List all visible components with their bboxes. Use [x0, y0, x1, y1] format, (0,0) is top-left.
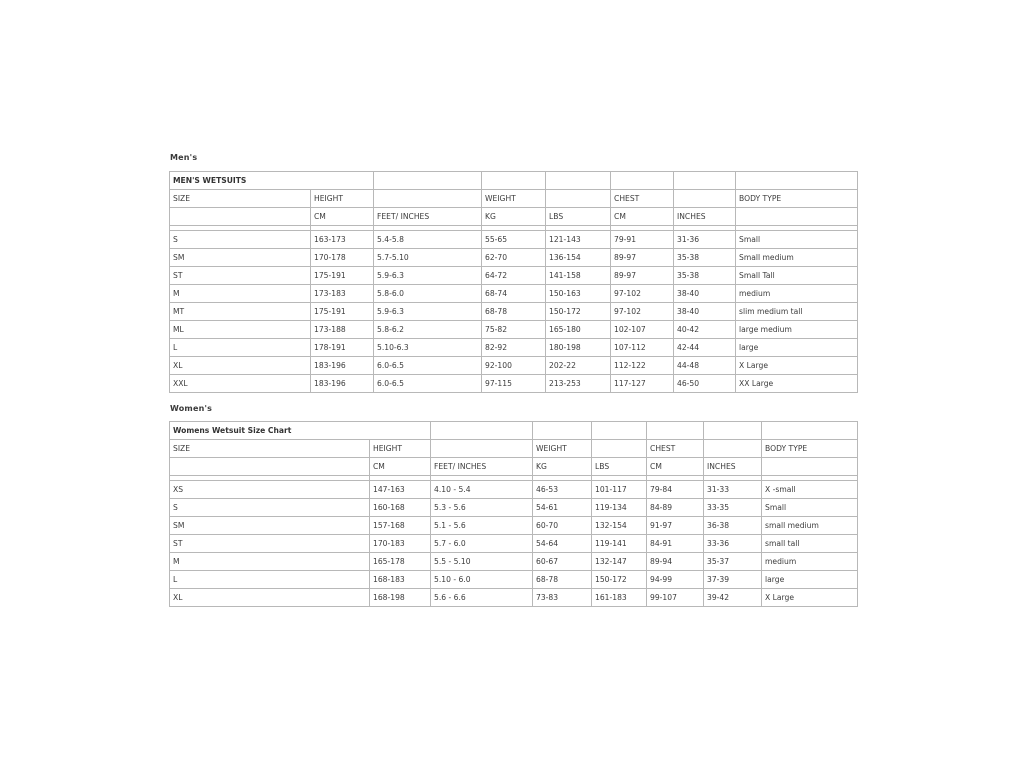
- table-cell: XS: [170, 481, 370, 499]
- table-row: [170, 375, 858, 393]
- table-cell: medium: [736, 285, 858, 303]
- table-cell: 5.10-6.3: [374, 339, 482, 357]
- table-cell: 173-183: [311, 285, 374, 303]
- table-cell: ST: [170, 535, 370, 553]
- table-cell: 6.0-6.5: [374, 375, 482, 393]
- empty-cell: [611, 172, 674, 190]
- table-cell: 213-253: [546, 375, 611, 393]
- table-cell: 97-102: [611, 285, 674, 303]
- table-cell: 84-91: [647, 535, 704, 553]
- table-cell: 31-33: [704, 481, 762, 499]
- table-cell: Small medium: [736, 249, 858, 267]
- table-cell: 89-97: [611, 249, 674, 267]
- unit-header: FEET/ INCHES: [431, 458, 533, 476]
- empty-cell: [374, 172, 482, 190]
- column-header: [546, 190, 611, 208]
- table-cell: 5.9-6.3: [374, 303, 482, 321]
- table-row: [170, 231, 858, 249]
- table-unit-row: [170, 458, 858, 476]
- empty-cell: [592, 422, 647, 440]
- table-cell: 170-178: [311, 249, 374, 267]
- table-row: [170, 571, 858, 589]
- table-cell: 147-163: [370, 481, 431, 499]
- column-header: SIZE: [170, 440, 370, 458]
- table-title-row: [170, 422, 858, 440]
- table-cell: 5.1 - 5.6: [431, 517, 533, 535]
- table-cell: 36-38: [704, 517, 762, 535]
- table-cell: 35-38: [674, 249, 736, 267]
- table-cell: 84-89: [647, 499, 704, 517]
- table-cell: 119-141: [592, 535, 647, 553]
- table-row: [170, 267, 858, 285]
- column-header: [431, 440, 533, 458]
- table-row: [170, 285, 858, 303]
- table-cell: 202-22: [546, 357, 611, 375]
- table-cell: large: [736, 339, 858, 357]
- column-header: HEIGHT: [370, 440, 431, 458]
- table-cell: 161-183: [592, 589, 647, 607]
- table-cell: 183-196: [311, 375, 374, 393]
- table-cell: 157-168: [370, 517, 431, 535]
- table-cell: 39-42: [704, 589, 762, 607]
- column-header: [674, 190, 736, 208]
- unit-header: CM: [611, 208, 674, 226]
- table-cell: 99-107: [647, 589, 704, 607]
- table-cell: 121-143: [546, 231, 611, 249]
- table-header-row: [170, 440, 858, 458]
- table-cell: 46-50: [674, 375, 736, 393]
- table-cell: 89-97: [611, 267, 674, 285]
- table-cell: 5.8-6.2: [374, 321, 482, 339]
- table-cell: 44-48: [674, 357, 736, 375]
- table-row: [170, 249, 858, 267]
- table-cell: 68-78: [533, 571, 592, 589]
- table-cell: 165-178: [370, 553, 431, 571]
- table-cell: medium: [762, 553, 858, 571]
- table-cell: 97-102: [611, 303, 674, 321]
- unit-header: FEET/ INCHES: [374, 208, 482, 226]
- table-row: [170, 589, 858, 607]
- unit-header: [736, 208, 858, 226]
- table-cell: MT: [170, 303, 311, 321]
- table-cell: ML: [170, 321, 311, 339]
- table-cell: 141-158: [546, 267, 611, 285]
- table-row: [170, 499, 858, 517]
- table-cell: 42-44: [674, 339, 736, 357]
- empty-cell: [704, 422, 762, 440]
- table-cell: 75-82: [482, 321, 546, 339]
- table-cell: 97-115: [482, 375, 546, 393]
- column-header: SIZE: [170, 190, 311, 208]
- table-cell: 38-40: [674, 303, 736, 321]
- table-cell: 37-39: [704, 571, 762, 589]
- table-row: [170, 339, 858, 357]
- table-row: [170, 357, 858, 375]
- table-cell: SM: [170, 517, 370, 535]
- table-cell: XL: [170, 357, 311, 375]
- unit-header: [762, 458, 858, 476]
- table-cell: 46-53: [533, 481, 592, 499]
- table-cell: 5.10 - 6.0: [431, 571, 533, 589]
- table-header-row: [170, 190, 858, 208]
- unit-header: KG: [533, 458, 592, 476]
- column-header: WEIGHT: [482, 190, 546, 208]
- table-cell: 60-70: [533, 517, 592, 535]
- table-row: [170, 303, 858, 321]
- column-header: CHEST: [647, 440, 704, 458]
- table-cell: 64-72: [482, 267, 546, 285]
- table-cell: 160-168: [370, 499, 431, 517]
- table-cell: S: [170, 499, 370, 517]
- column-header: [592, 440, 647, 458]
- table-cell: 5.8-6.0: [374, 285, 482, 303]
- column-header: CHEST: [611, 190, 674, 208]
- table-cell: 136-154: [546, 249, 611, 267]
- table-cell: XX Large: [736, 375, 858, 393]
- unit-header: INCHES: [704, 458, 762, 476]
- table-cell: 5.9-6.3: [374, 267, 482, 285]
- table-cell: 73-83: [533, 589, 592, 607]
- unit-header: KG: [482, 208, 546, 226]
- table-cell: 5.7-5.10: [374, 249, 482, 267]
- table-cell: 5.5 - 5.10: [431, 553, 533, 571]
- table-cell: 132-154: [592, 517, 647, 535]
- table-cell: 163-173: [311, 231, 374, 249]
- table-cell: 170-183: [370, 535, 431, 553]
- table-cell: 178-191: [311, 339, 374, 357]
- table-cell: 35-37: [704, 553, 762, 571]
- table-cell: large: [762, 571, 858, 589]
- table-cell: 79-91: [611, 231, 674, 249]
- empty-cell: [647, 422, 704, 440]
- table-cell: Small Tall: [736, 267, 858, 285]
- table-cell: 150-172: [592, 571, 647, 589]
- column-header: BODY TYPE: [762, 440, 858, 458]
- table-cell: large medium: [736, 321, 858, 339]
- table-title-row: [170, 172, 858, 190]
- table-cell: 165-180: [546, 321, 611, 339]
- table-row: [170, 535, 858, 553]
- table-cell: 183-196: [311, 357, 374, 375]
- table-cell: 107-112: [611, 339, 674, 357]
- table-cell: 55-65: [482, 231, 546, 249]
- empty-cell: [546, 172, 611, 190]
- table-cell: 54-64: [533, 535, 592, 553]
- table-cell: 38-40: [674, 285, 736, 303]
- table-cell: 102-107: [611, 321, 674, 339]
- table-cell: ST: [170, 267, 311, 285]
- table-cell: S: [170, 231, 311, 249]
- womens-size-table: [169, 421, 858, 607]
- table-cell: 173-188: [311, 321, 374, 339]
- table-cell: 5.6 - 6.6: [431, 589, 533, 607]
- table-cell: 6.0-6.5: [374, 357, 482, 375]
- table-cell: X Large: [762, 589, 858, 607]
- table-cell: slim medium tall: [736, 303, 858, 321]
- table-cell: 112-122: [611, 357, 674, 375]
- table-cell: 40-42: [674, 321, 736, 339]
- table-row: [170, 321, 858, 339]
- unit-header: [170, 208, 311, 226]
- table-cell: 92-100: [482, 357, 546, 375]
- table-cell: 150-163: [546, 285, 611, 303]
- table-cell: 150-172: [546, 303, 611, 321]
- table-row: [170, 517, 858, 535]
- unit-header: CM: [370, 458, 431, 476]
- table-cell: X Large: [736, 357, 858, 375]
- table-row: [170, 481, 858, 499]
- table-cell: M: [170, 553, 370, 571]
- table-cell: 60-67: [533, 553, 592, 571]
- empty-cell: [674, 172, 736, 190]
- mens-section-label: Men's: [170, 153, 198, 162]
- table-cell: 62-70: [482, 249, 546, 267]
- table-cell: SM: [170, 249, 311, 267]
- empty-cell: [762, 422, 858, 440]
- table-cell: 5.4-5.8: [374, 231, 482, 249]
- table-cell: X -small: [762, 481, 858, 499]
- table-title: Womens Wetsuit Size Chart: [170, 422, 431, 440]
- table-cell: XL: [170, 589, 370, 607]
- table-cell: 101-117: [592, 481, 647, 499]
- table-cell: 79-84: [647, 481, 704, 499]
- unit-header: CM: [647, 458, 704, 476]
- table-cell: 33-35: [704, 499, 762, 517]
- mens-size-table: [169, 171, 858, 393]
- table-cell: 68-78: [482, 303, 546, 321]
- table-cell: 119-134: [592, 499, 647, 517]
- table-cell: Small: [736, 231, 858, 249]
- unit-header: INCHES: [674, 208, 736, 226]
- table-title: MEN'S WETSUITS: [170, 172, 374, 190]
- table-cell: 91-97: [647, 517, 704, 535]
- column-header: HEIGHT: [311, 190, 374, 208]
- table-cell: 33-36: [704, 535, 762, 553]
- table-cell: small medium: [762, 517, 858, 535]
- table-cell: small tall: [762, 535, 858, 553]
- table-cell: L: [170, 339, 311, 357]
- table-cell: 68-74: [482, 285, 546, 303]
- table-cell: 175-191: [311, 267, 374, 285]
- column-header: [374, 190, 482, 208]
- table-cell: 168-198: [370, 589, 431, 607]
- unit-header: [170, 458, 370, 476]
- table-cell: Small: [762, 499, 858, 517]
- empty-cell: [482, 172, 546, 190]
- empty-cell: [431, 422, 533, 440]
- unit-header: CM: [311, 208, 374, 226]
- empty-cell: [736, 172, 858, 190]
- table-unit-row: [170, 208, 858, 226]
- column-header: [704, 440, 762, 458]
- table-cell: 132-147: [592, 553, 647, 571]
- table-cell: 175-191: [311, 303, 374, 321]
- table-cell: 168-183: [370, 571, 431, 589]
- table-cell: 82-92: [482, 339, 546, 357]
- table-cell: 54-61: [533, 499, 592, 517]
- table-cell: L: [170, 571, 370, 589]
- column-header: WEIGHT: [533, 440, 592, 458]
- table-row: [170, 553, 858, 571]
- table-cell: 117-127: [611, 375, 674, 393]
- table-cell: 35-38: [674, 267, 736, 285]
- table-cell: 180-198: [546, 339, 611, 357]
- table-cell: 5.7 - 6.0: [431, 535, 533, 553]
- column-header: BODY TYPE: [736, 190, 858, 208]
- table-cell: 89-94: [647, 553, 704, 571]
- unit-header: LBS: [546, 208, 611, 226]
- table-cell: XXL: [170, 375, 311, 393]
- unit-header: LBS: [592, 458, 647, 476]
- table-cell: 4.10 - 5.4: [431, 481, 533, 499]
- table-cell: 5.3 - 5.6: [431, 499, 533, 517]
- table-cell: M: [170, 285, 311, 303]
- empty-cell: [533, 422, 592, 440]
- table-cell: 31-36: [674, 231, 736, 249]
- womens-section-label: Women's: [170, 404, 213, 413]
- table-cell: 94-99: [647, 571, 704, 589]
